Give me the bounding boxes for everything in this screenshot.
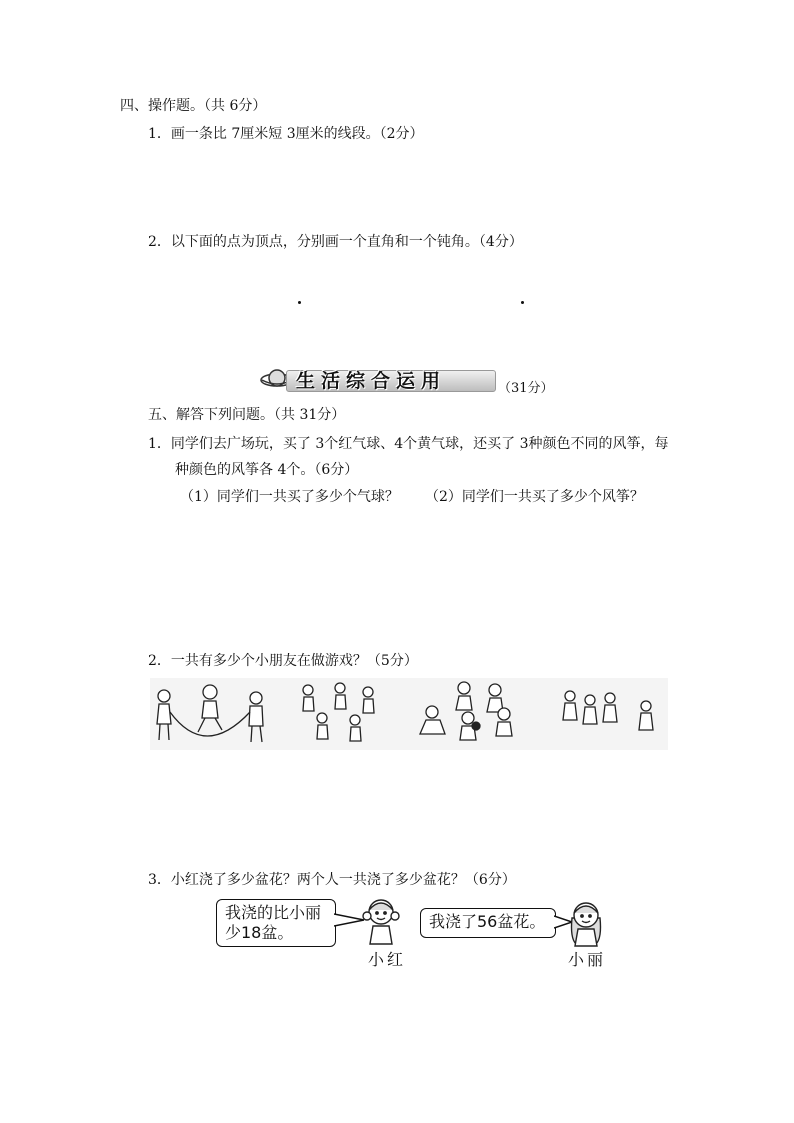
xiaoli-bubble-text: 我浇了56盆花。 (429, 912, 546, 931)
section5-heading: 五、解答下列问题。（共 31分） (148, 407, 346, 423)
xiaohong-girl-icon (362, 896, 400, 946)
section4-question-2: 2．以下面的点为顶点，分别画一个直角和一个钝角。（4分） (148, 234, 523, 250)
section5-question-1-sub-2: （2）同学们一共买了多少个风筝？ (425, 489, 644, 505)
section5-question-2: 2．一共有多少个小朋友在做游戏？（5分） (148, 653, 418, 669)
children-playing-icon (150, 678, 668, 750)
xiaohong-bubble-line-2: 少18盆。 (225, 923, 294, 942)
xiaohong-bubble-line-1: 我浇的比小丽 (225, 903, 322, 922)
section4-heading: 四、操作题。（共 6分） (120, 98, 267, 114)
xiaohong-speech-bubble (216, 899, 336, 947)
vertex-dot-left (298, 301, 301, 304)
xiaohong-name-label: 小红 (368, 950, 407, 969)
xiaoli-speech-bubble (420, 908, 556, 938)
banner-title: 生活综合运用 (296, 370, 447, 392)
xiaoli-girl-icon (566, 898, 606, 948)
section-banner (260, 364, 500, 394)
children-playing-illustration (150, 678, 668, 750)
banner-points: （31分） (498, 381, 554, 396)
section4-question-1: 1．画一条比 7厘米短 3厘米的线段。（2分） (148, 126, 424, 142)
xiaoli-name-label: 小丽 (568, 950, 607, 969)
section5-question-1-line-1: 1．同学们去广场玩，买了 3个红气球、4个黄气球，还买了 3种颜色不同的风筝，每 (148, 436, 669, 452)
vertex-dot-right (521, 301, 524, 304)
section5-question-1-line-2: 种颜色的风筝各 4个。（6分） (175, 462, 359, 478)
section5-question-1-sub-1: （1）同学们一共买了多少个气球？ (180, 489, 399, 505)
section5-question-3: 3．小红浇了多少盆花？两个人一共浇了多少盆花？（6分） (148, 872, 516, 888)
